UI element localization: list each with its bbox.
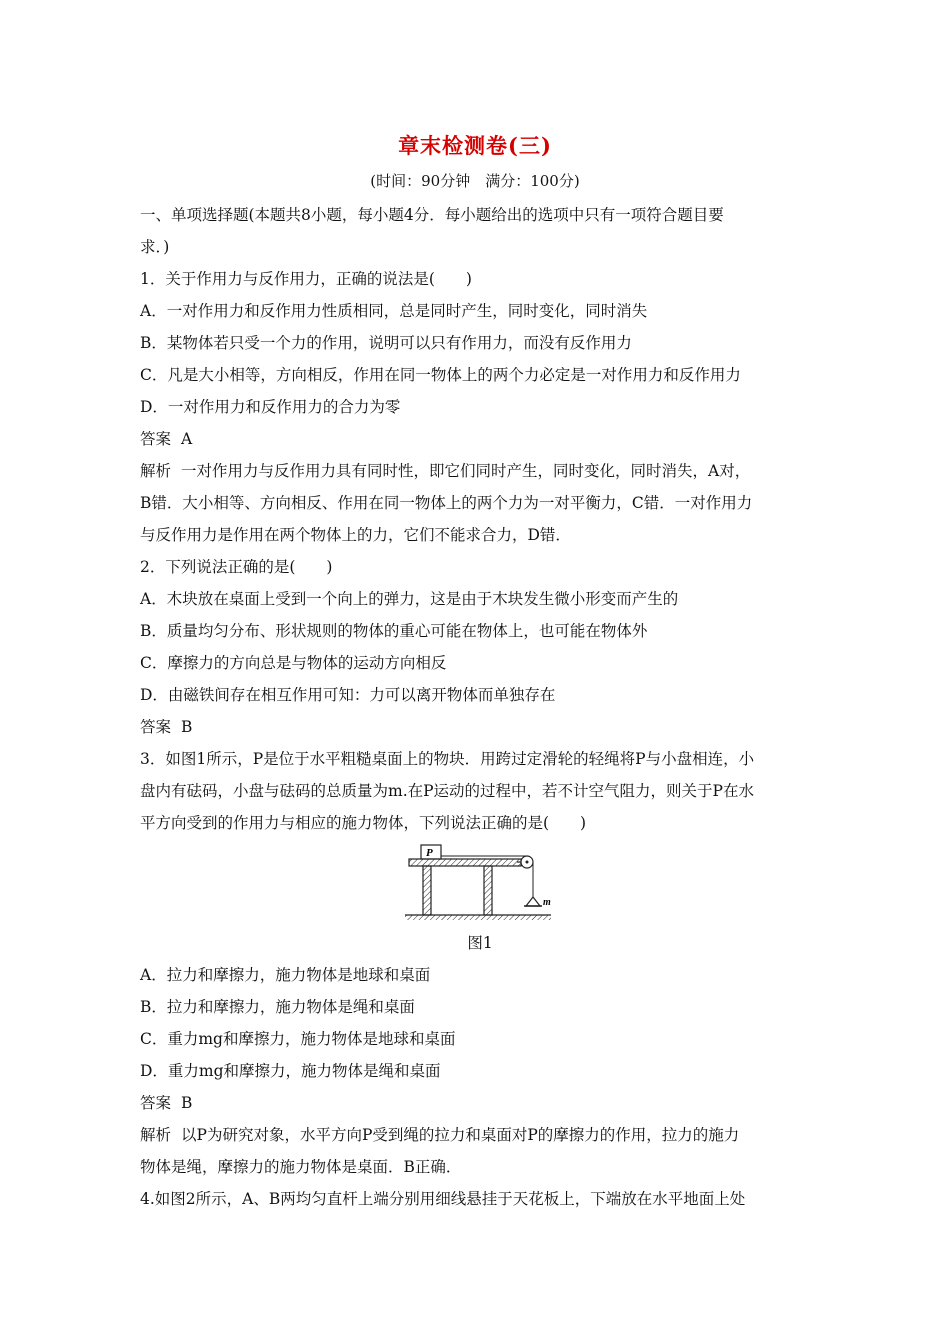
q4-stem-line1: 4.如图2所示，A、B两均匀直杆上端分别用细线悬挂于天花板上，下端放在水平地面上处: [140, 1190, 746, 1208]
q1-analysis: [140, 455, 820, 487]
hanging-pan: [526, 897, 540, 906]
section-heading: 一、单项选择题(本题共8小题，每小题4分．每小题给出的选项中只有一项符合题目要: [140, 206, 724, 224]
q1-option-c: C．凡是大小相等，方向相反，作用在同一物体上的两个力必定是一对作用力和反作用力: [140, 366, 741, 384]
q2-option-a: A．木块放在桌面上受到一个向上的弹力，这是由于木块发生微小形变而产生的: [140, 590, 679, 608]
analysis-label: 解析: [140, 1126, 172, 1144]
figure-1: [140, 843, 820, 927]
q1-answer: [140, 423, 820, 455]
q1-stem: 1．关于作用力与反作用力，正确的说法是( ): [140, 270, 472, 288]
q3-analysis: [140, 1119, 820, 1151]
q3-option-d: D．重力mg和摩擦力，施力物体是绳和桌面: [140, 1062, 441, 1080]
q3-option-a: A．拉力和摩擦力，施力物体是地球和桌面: [140, 966, 431, 984]
q3-option-b: B．拉力和摩擦力，施力物体是绳和桌面: [140, 998, 415, 1016]
ground-hatch: [405, 915, 551, 920]
answer-value: B: [181, 718, 193, 736]
q2-option-b: B．质量均匀分布、形状规则的物体的重心可能在物体上，也可能在物体外: [140, 622, 648, 640]
answer-value: A: [181, 430, 193, 448]
analysis-text-1: 一对作用力与反作用力具有同时性，即它们同时产生，同时变化，同时消失，A对，: [181, 462, 751, 480]
q2-option-d: D．由磁铁间存在相互作用可知：力可以离开物体而单独存在: [140, 686, 556, 704]
q3-stem-line3: 平方向受到的作用力与相应的施力物体，下列说法正确的是( ): [140, 814, 587, 832]
answer-label: 答案: [140, 1094, 172, 1112]
block-p-label: P: [426, 847, 433, 859]
mass-label: m: [543, 897, 551, 908]
analysis-text-1: 以P为研究对象，水平方向P受到绳的拉力和桌面对P的摩擦力的作用，拉力的施力: [181, 1126, 740, 1144]
q1-option-d: D．一对作用力和反作用力的合力为零: [140, 398, 401, 416]
section-heading-cont: 求．): [140, 238, 170, 256]
q2-stem: 2．下列说法正确的是( ): [140, 558, 333, 576]
table-leg-left: [423, 866, 431, 915]
answer-label: 答案: [140, 718, 172, 736]
q3-analysis-line2: 物体是绳，摩擦力的施力物体是桌面．B正确．: [140, 1158, 462, 1176]
answer-label: 答案: [140, 430, 172, 448]
q3-option-c: C．重力mg和摩擦力，施力物体是地球和桌面: [140, 1030, 456, 1048]
q1-option-b: B．某物体若只受一个力的作用，说明可以只有作用力，而没有反作用力: [140, 334, 632, 352]
document-body: [140, 199, 820, 1215]
q2-option-c: C．摩擦力的方向总是与物体的运动方向相反: [140, 654, 447, 672]
figure-1-caption: 图1: [467, 934, 493, 952]
q3-stem-line1: 3．如图1所示，P是位于水平粗糙桌面上的物块．用跨过定滑轮的轻绳将P与小盘相连，小: [140, 750, 755, 768]
table-leg-right: [484, 866, 492, 915]
table-top: [409, 859, 521, 866]
table-pulley-diagram: [405, 843, 555, 927]
q2-answer: [140, 711, 820, 743]
page-title: 章末检测卷(三): [398, 133, 552, 158]
q1-analysis-line2: B错．大小相等、方向相反、作用在同一物体上的两个力为一对平衡力，C错．一对作用力: [140, 494, 753, 512]
q1-option-a: A．一对作用力和反作用力性质相同，总是同时产生，同时变化，同时消失: [140, 302, 648, 320]
q3-stem-line2: 盘内有砝码，小盘与砝码的总质量为m.在P运动的过程中，若不计空气阻力，则关于P在水: [140, 782, 754, 800]
answer-value: B: [181, 1094, 193, 1112]
page-subtitle: (时间：90分钟 满分：100分): [370, 172, 580, 190]
q3-answer: [140, 1087, 820, 1119]
q1-analysis-line3: 与反作用力是作用在两个物体上的力，它们不能求合力，D错．: [140, 526, 571, 544]
analysis-label: 解析: [140, 462, 172, 480]
